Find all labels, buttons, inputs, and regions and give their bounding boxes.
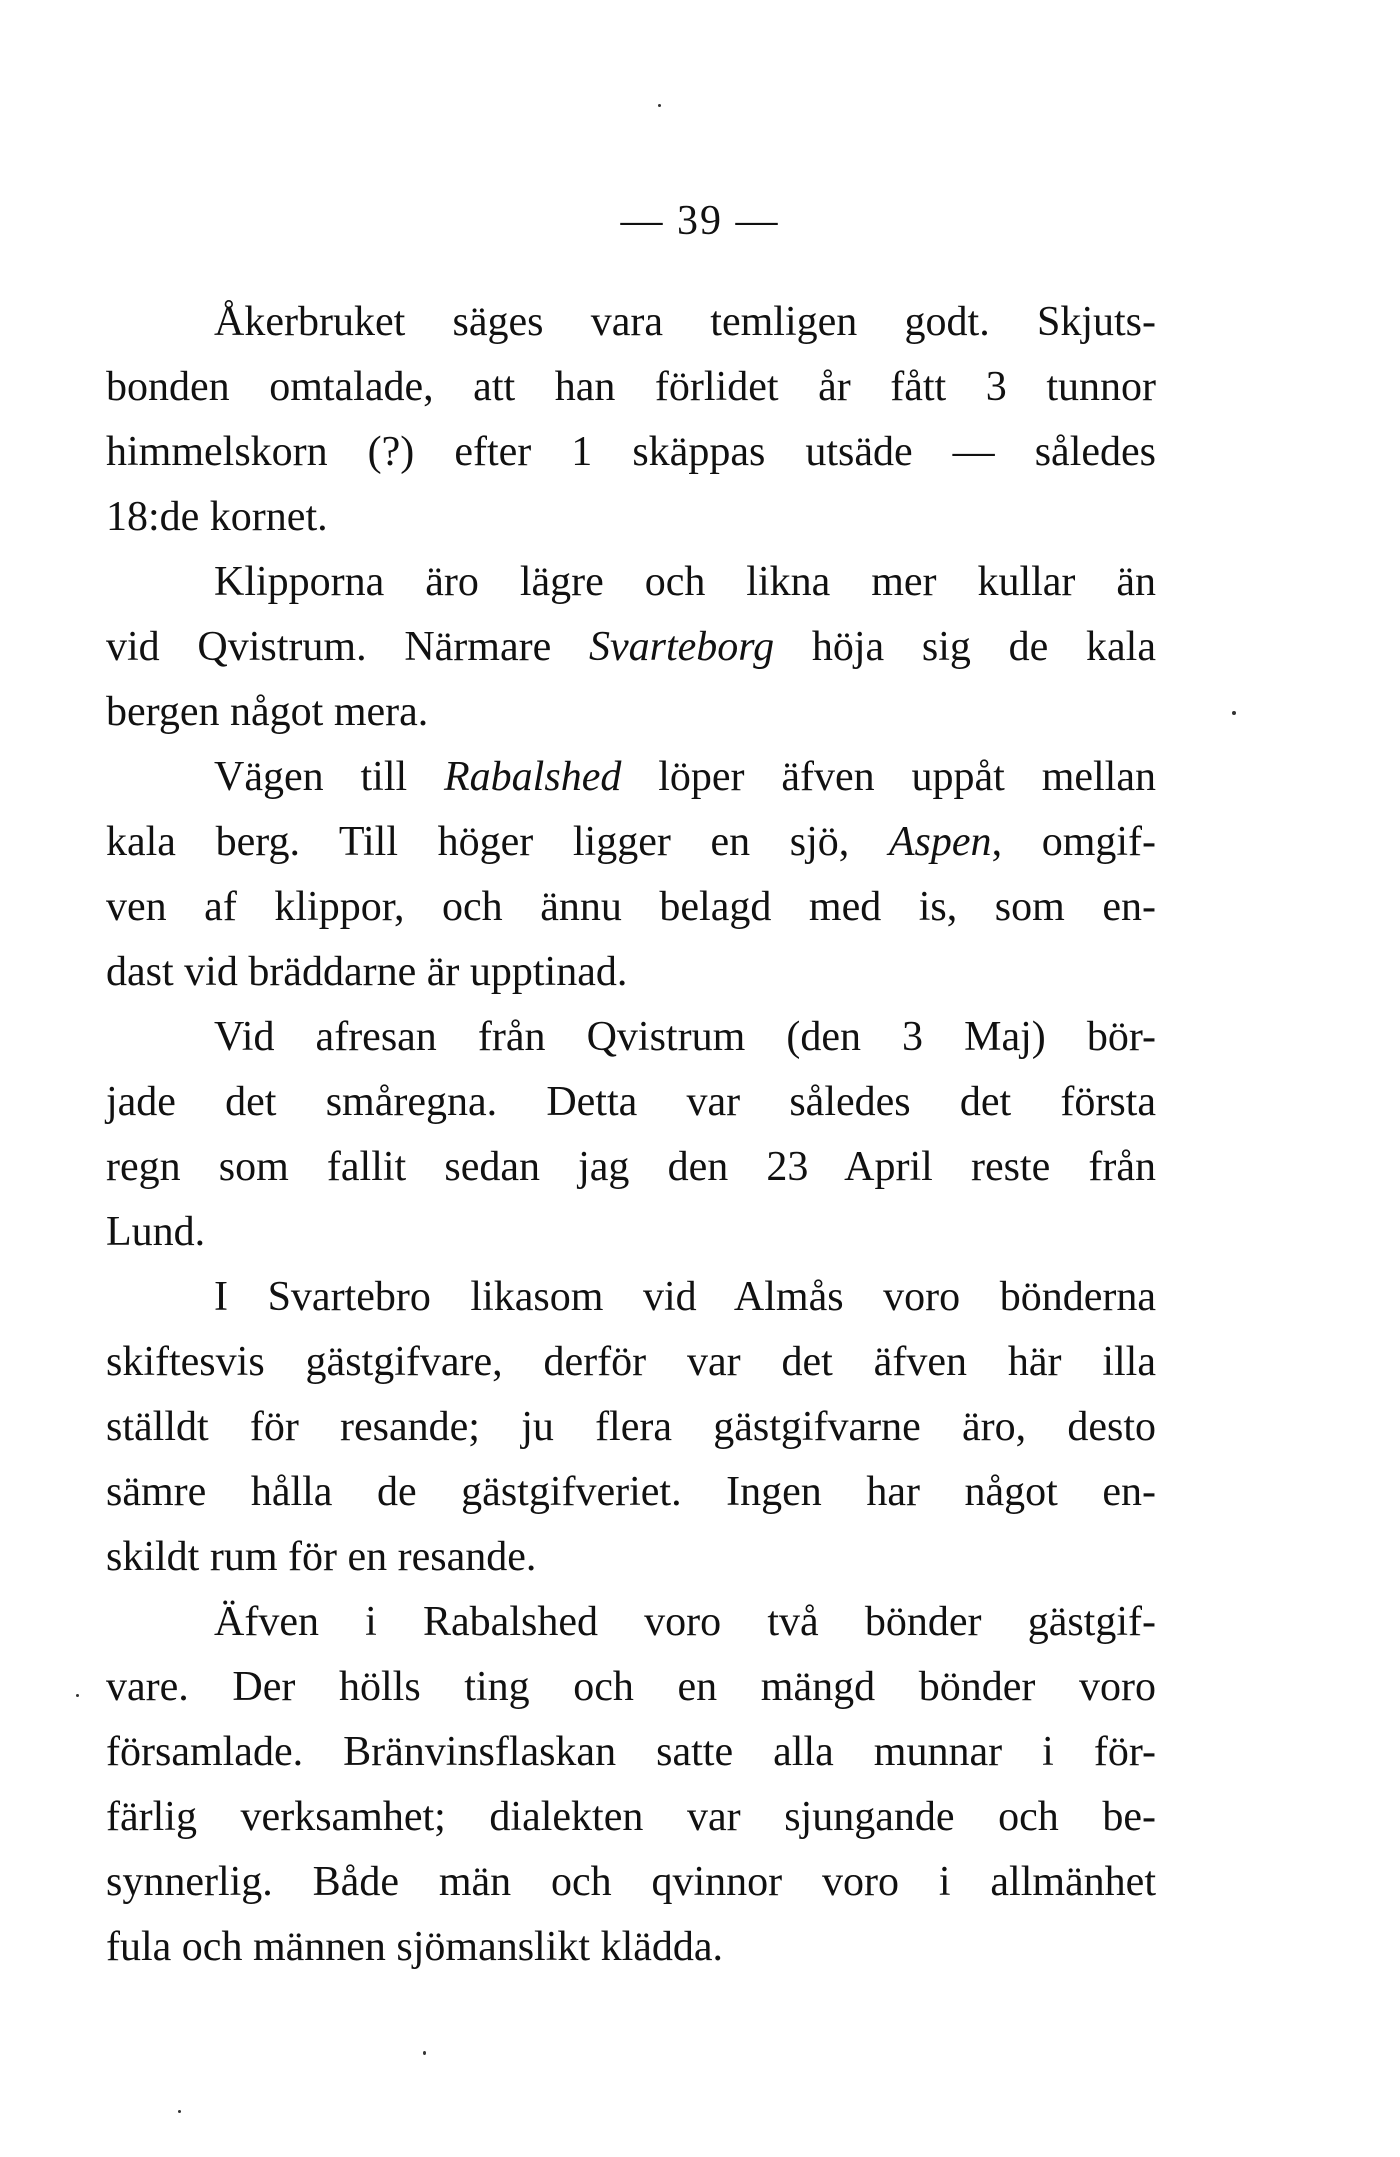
text-line — [106, 1785, 1156, 1850]
print-speck — [1232, 711, 1236, 715]
text-line — [106, 550, 1156, 615]
print-speck — [178, 2110, 181, 2113]
text-segment: bonden omtalade, att han förlidet år fått 3 tunnor — [106, 364, 1156, 410]
text-segment: vid Qvistrum. Närmare — [106, 624, 589, 670]
text-segment: synnerlig. Både män och qvinnor voro i allmänhet — [106, 1859, 1156, 1905]
text-line — [106, 1525, 1156, 1590]
italic-place-name: Svarteborg — [588, 624, 775, 670]
text-segment: vare. Der hölls ting och en mängd bönder voro — [106, 1664, 1156, 1710]
text-line — [106, 1395, 1156, 1460]
text-line — [106, 875, 1156, 940]
italic-place-name: Aspen — [888, 819, 992, 865]
text-segment: , omgif- — [991, 819, 1157, 865]
text-line — [106, 355, 1156, 420]
italic-place-name: Rabalshed — [444, 754, 622, 800]
text-segment: I Svartebro likasom vid Almås voro bönderna — [214, 1274, 1156, 1320]
page-number: — 39 — — [620, 198, 780, 244]
text-line — [106, 680, 1156, 745]
text-line — [106, 1655, 1156, 1720]
text-segment: kala berg. Till höger ligger en sjö, — [106, 819, 889, 865]
text-line — [106, 1200, 1156, 1265]
text-line — [106, 940, 1156, 1005]
text-segment: färlig verksamhet; dialekten var sjungande och be- — [106, 1794, 1156, 1840]
text-segment: sämre hålla de gästgifveriet. Ingen har något en- — [106, 1469, 1156, 1515]
print-speck — [76, 1694, 79, 1697]
body-text — [106, 290, 1156, 1980]
text-segment: Klipporna äro lägre och likna mer kullar än — [214, 559, 1156, 605]
text-segment: Vid afresan från Qvistrum (den 3 Maj) bör- — [214, 1014, 1156, 1060]
text-segment: himmelskorn (?) efter 1 skäppas utsäde — således — [106, 429, 1156, 475]
text-segment: fula och männen sjömanslikt klädda. — [106, 1924, 724, 1970]
text-segment: ven af klippor, och ännu belagd med is, som en- — [106, 884, 1156, 930]
text-line — [106, 290, 1156, 355]
print-speck — [658, 104, 661, 107]
text-line — [106, 745, 1156, 810]
text-line — [106, 1005, 1156, 1070]
text-line — [106, 1460, 1156, 1525]
text-line — [106, 1330, 1156, 1395]
text-line — [106, 1135, 1156, 1200]
text-segment: Lund. — [106, 1209, 206, 1255]
text-line — [106, 1720, 1156, 1785]
text-segment: 18:de kornet. — [106, 494, 328, 540]
text-segment: Äfven i Rabalshed voro två bönder gästgif- — [214, 1599, 1156, 1645]
text-segment: skiftesvis gästgifvare, derför var det äfven här illa — [106, 1339, 1156, 1385]
text-segment: regn som fallit sedan jag den 23 April reste från — [106, 1144, 1156, 1190]
text-line — [106, 615, 1156, 680]
text-line — [106, 420, 1156, 485]
text-line — [106, 1850, 1156, 1915]
text-segment: höja sig de kala — [774, 624, 1156, 670]
text-segment: bergen något mera. — [106, 689, 429, 735]
text-line — [106, 1590, 1156, 1655]
text-segment: dast vid bräddarne är upptinad. — [106, 949, 628, 995]
text-line — [106, 810, 1156, 875]
text-segment: Åkerbruket säges vara temligen godt. Skjuts- — [214, 299, 1156, 345]
text-segment: löper äfven uppåt mellan — [621, 754, 1156, 800]
text-segment: skildt rum för en resande. — [106, 1534, 537, 1580]
text-line — [106, 1070, 1156, 1135]
text-line — [106, 485, 1156, 550]
text-segment: Vägen till — [214, 754, 445, 800]
text-segment: ställdt för resande; ju flera gästgifvarne äro, desto — [106, 1404, 1156, 1450]
text-segment: jade det småregna. Detta var således det första — [106, 1079, 1156, 1125]
print-speck — [423, 2051, 426, 2055]
text-segment: församlade. Bränvinsflaskan satte alla munnar i för- — [106, 1729, 1156, 1775]
text-line — [106, 1265, 1156, 1330]
text-line — [106, 1915, 1156, 1980]
